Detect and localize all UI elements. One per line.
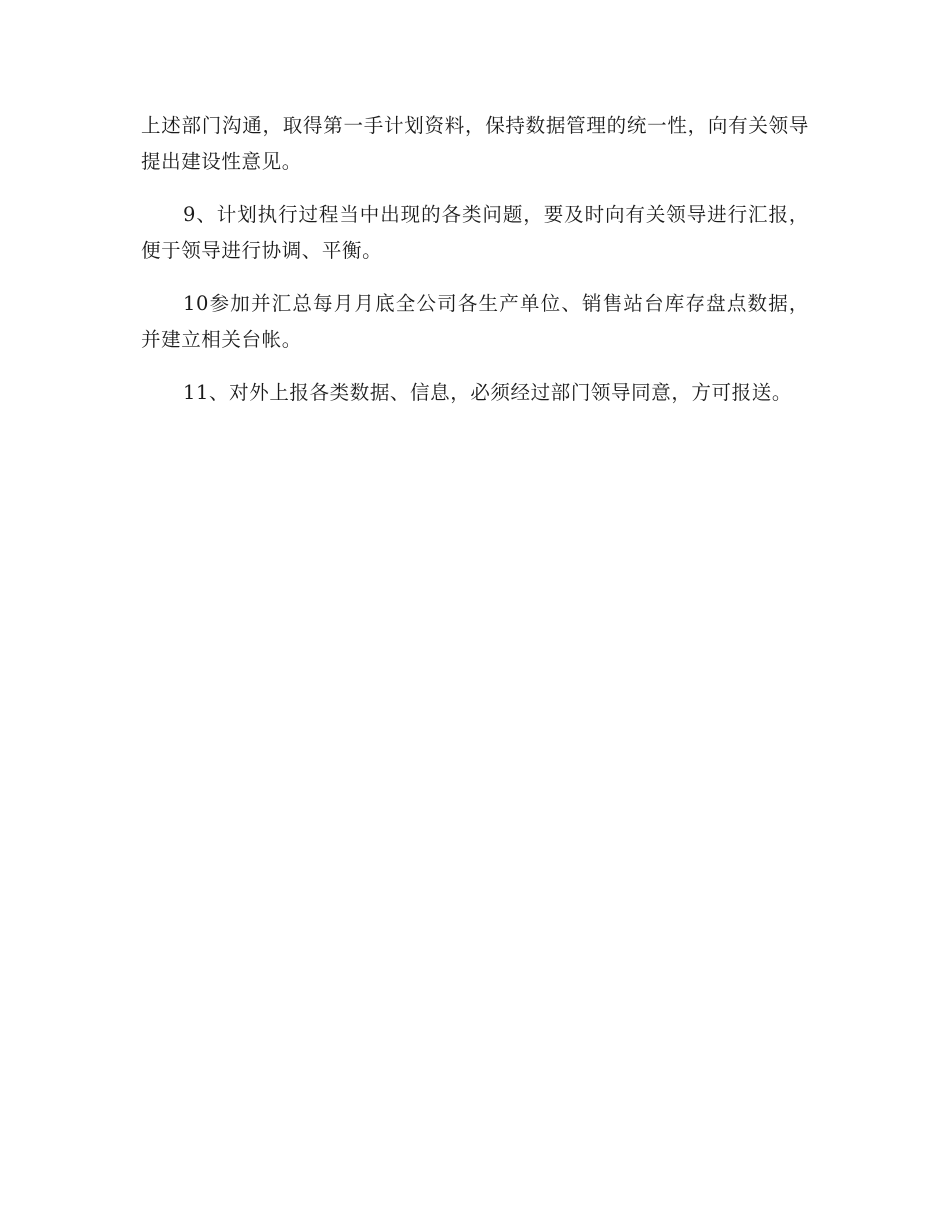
document-body xyxy=(141,108,809,428)
paragraph-item-11: 11、对外上报各类数据、信息，必须经过部门领导同意，方可报送。 xyxy=(183,381,792,404)
paragraph-item-10: 10参加并汇总每月月底全公司各生产单位、销售站台库存盘点数据，并建立相关台帐。 xyxy=(141,292,809,351)
paragraph-item-9: 9、计划执行过程当中出现的各类问题，要及时向有关领导进行汇报，便于领导进行协调、平衡。 xyxy=(141,203,809,262)
paragraph-continuation: 上述部门沟通，取得第一手计划资料，保持数据管理的统一性，向有关领导提出建设性意见。 xyxy=(141,114,809,173)
